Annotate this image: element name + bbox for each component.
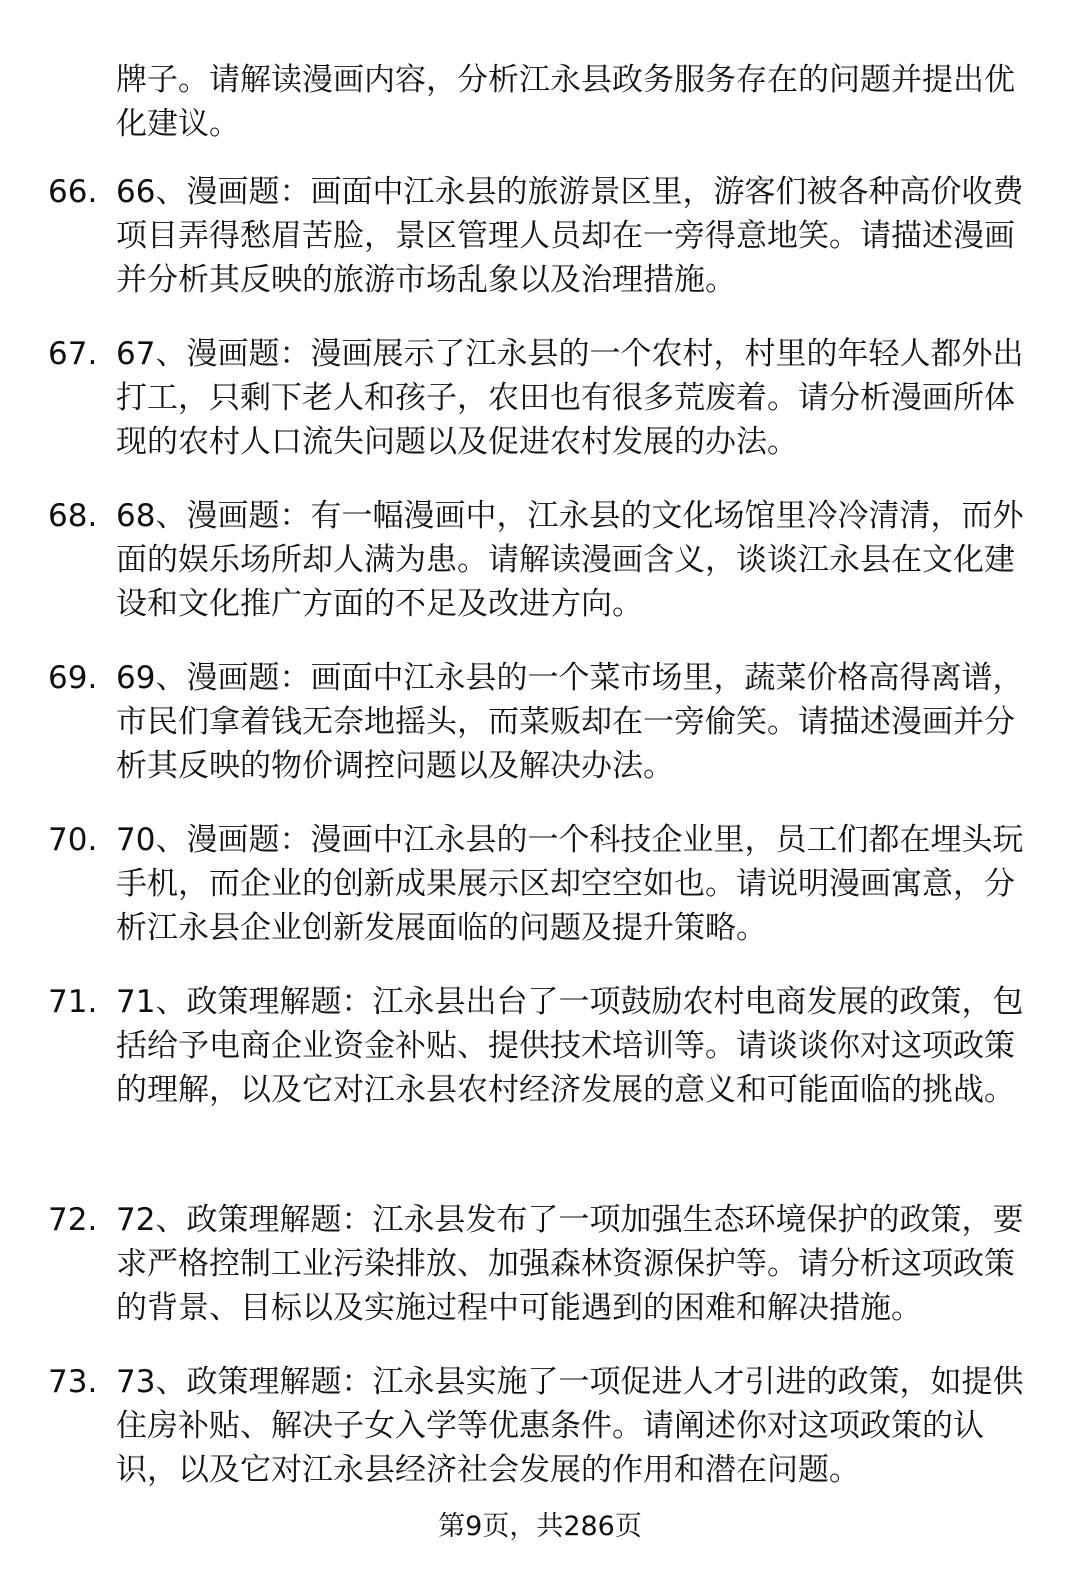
question-text: 73、政策理解题：江永县实施了一项促进人才引进的政策，如提供住房补贴、解决子女入学等优惠条件。请阐述你对这项政策的认识，以及它对江永县经济社会发展的作用和潜在问题。 <box>116 1364 1024 1488</box>
question-number: 71. <box>48 984 98 1020</box>
continued-question-text: 牌子。请解读漫画内容，分析江永县政务服务存在的问题并提出优化建议。 <box>116 62 1015 142</box>
question-text: 72、政策理解题：江永县发布了一项加强生态环境保护的政策，要求严格控制工业污染排放、加强森林资源保护等。请分析这项政策的背景、目标以及实施过程中可能遇到的困难和解决措施。 <box>116 1202 1024 1326</box>
question-text: 70、漫画题：漫画中江永县的一个科技企业里，员工们都在埋头玩手机，而企业的创新成果展示区却空空如也。请说明漫画寓意，分析江永县企业创新发展面临的问题及提升策略。 <box>116 822 1024 946</box>
question-number: 73. <box>48 1364 98 1400</box>
question-text: 67、漫画题：漫画展示了江永县的一个农村，村里的年轻人都外出打工，只剩下老人和孩子，农田也有很多荒废着。请分析漫画所体现的农村人口流失问题以及促进农村发展的办法。 <box>116 336 1024 460</box>
question-number: 70. <box>48 822 98 858</box>
question-number: 69. <box>48 660 98 696</box>
question-number: 68. <box>48 498 98 534</box>
page-number-footer: 第9页，共286页 <box>438 1511 642 1542</box>
question-number: 66. <box>48 174 98 210</box>
question-text: 69、漫画题：画面中江永县的一个菜市场里，蔬菜价格高得离谱，市民们拿着钱无奈地摇头，而菜贩却在一旁偷笑。请描述漫画并分析其反映的物价调控问题以及解决办法。 <box>116 660 1024 784</box>
question-number: 67. <box>48 336 98 372</box>
question-text: 66、漫画题：画面中江永县的旅游景区里，游客们被各种高价收费项目弄得愁眉苦脸，景区管理人员却在一旁得意地笑。请描述漫画并分析其反映的旅游市场乱象以及治理措施。 <box>116 174 1024 298</box>
question-number: 72. <box>48 1202 98 1238</box>
question-text: 71、政策理解题：江永县出台了一项鼓励农村电商发展的政策，包括给予电商企业资金补贴、提供技术培训等。请谈谈你对这项政策的理解，以及它对江永县农村经济发展的意义和可能面临的挑战。 <box>116 984 1024 1108</box>
question-text: 68、漫画题：有一幅漫画中，江永县的文化场馆里冷冷清清，而外面的娱乐场所却人满为患。请解读漫画含义，谈谈江永县在文化建设和文化推广方面的不足及改进方向。 <box>116 498 1024 622</box>
